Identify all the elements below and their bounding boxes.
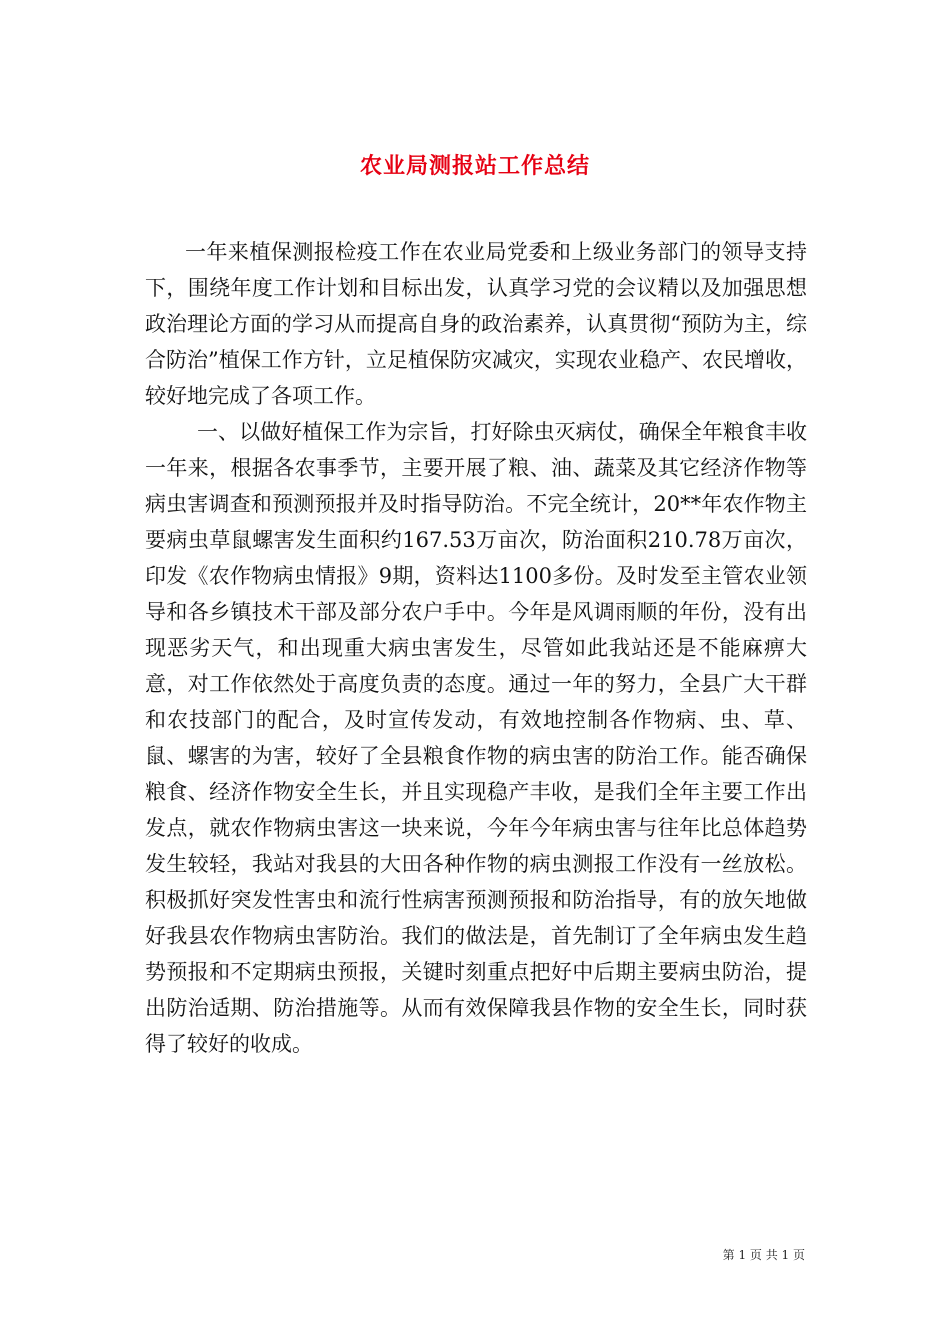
- document-body: [145, 234, 807, 1062]
- page-title: 农业局测报站工作总结: [359, 152, 590, 179]
- paragraph-intro: 一年来植保测报检疫工作在农业局党委和上级业务部门的领导支持下，围绕年度工作计划和目标出发，认真学习党的会议精以及加强思想政治理论方面的学习从而提高自身的政治素养，认真贯彻“预防为主，综合防治”植保工作方针，立足植保防灾减灾，实现农业稳产、农民增收，较好地完成了各项工作。: [145, 240, 807, 408]
- paragraph-section-one: 一、以做好植保工作为宗旨，打好除虫灭病仗，确保全年粮食丰收一年来，根据各农事季节，主要开展了粮、油、蔬菜及其它经济作物等病虫害调查和预测预报并及时指导防治。不完全统计，20**年农作物主要病虫草鼠螺害发生面积约167.53万亩次，防治面积210.78万亩次，印发《农作物病虫情报》9期，资料达1100多份。及时发至主管农业领导和各乡镇技术干部及部分农户手中。今年是风调雨顺的年份，没有出现恶劣天气，和出现重大病虫害发生，尽管如此我站还是不能麻痹大意，对工作依然处于高度负责的态度。通过一年的努力，全县广大干群和农技部门的配合，及时宣传发动，有效地控制各作物病、虫、草、鼠、螺害的为害，较好了全县粮食作物的病虫害的防治工作。能否确保粮食、经济作物安全生长，并且实现稳产丰收，是我们全年主要工作出发点，就农作物病虫害这一块来说，今年今年病虫害与往年比总体趋势发生较轻，我站对我县的大田各种作物的病虫测报工作没有一丝放松。积极抓好突发性害虫和流行性病害预测预报和防治指导，有的放矢地做好我县农作物病虫害防治。我们的做法是，首先制订了全年病虫发生趋势预报和不定期病虫预报，关键时刻重点把好中后期主要病虫防治，提出防治适期、防治措施等。从而有效保障我县作物的安全生长，同时获得了较好的收成。: [145, 420, 807, 1056]
- page-number: 第 1 页 共 1 页: [722, 1248, 805, 1262]
